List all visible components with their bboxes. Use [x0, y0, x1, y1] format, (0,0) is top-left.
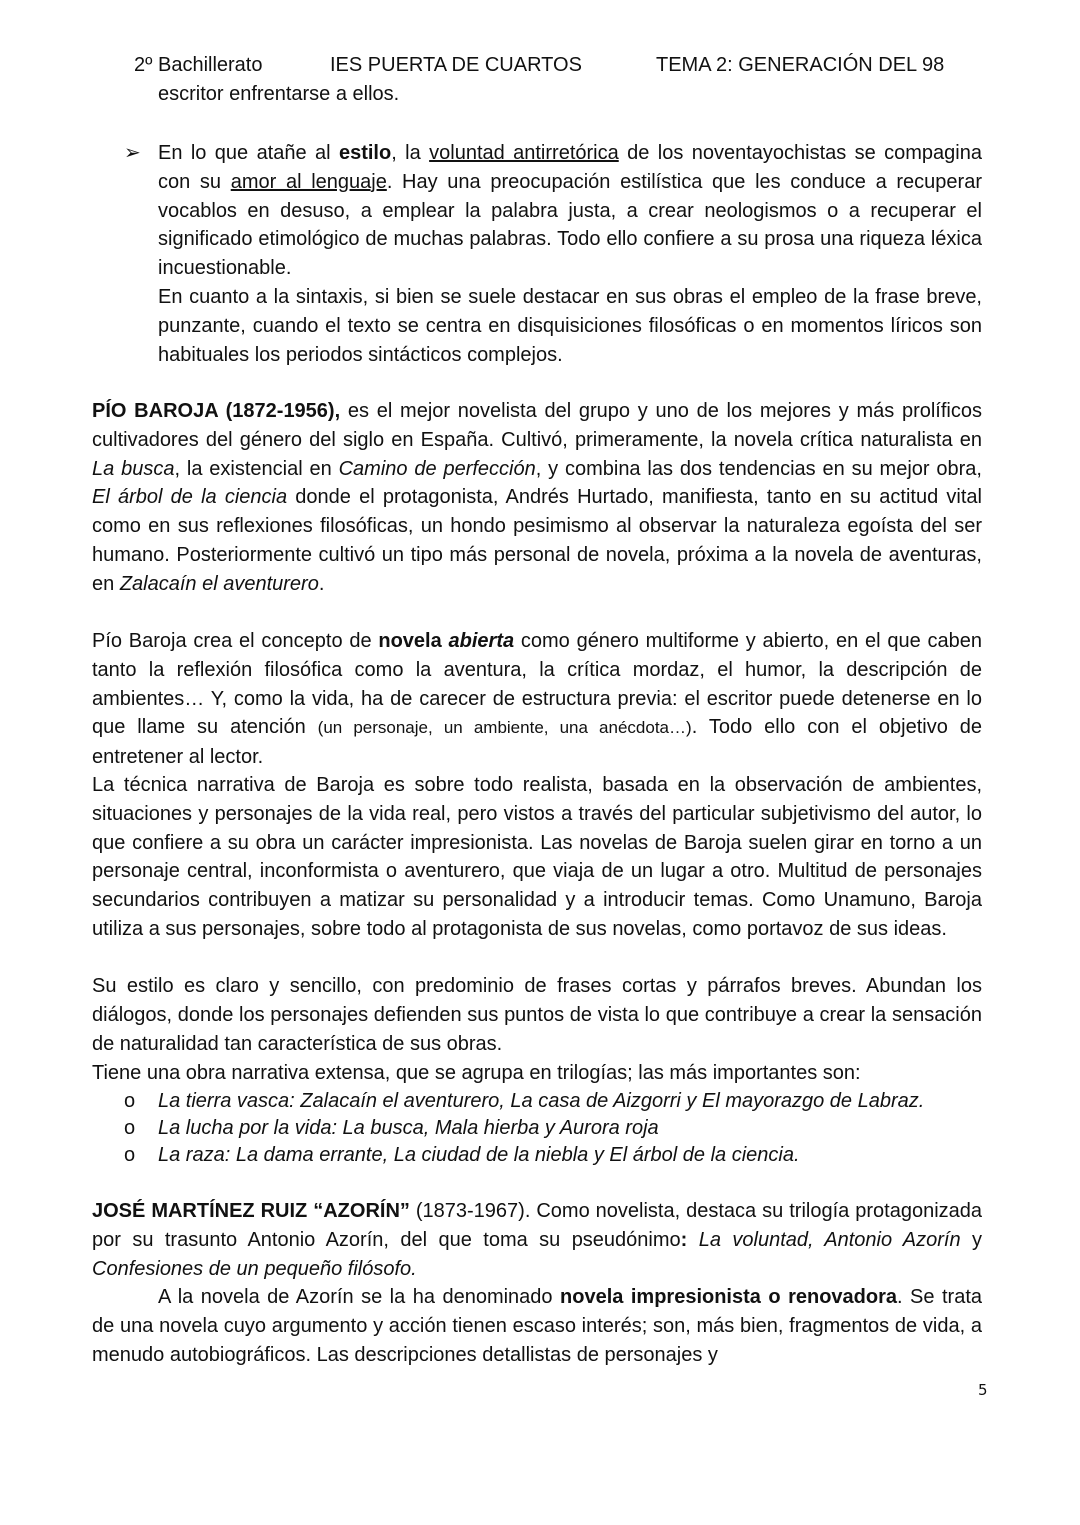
arrow-bullet-icon: ➢ [124, 142, 141, 164]
baroja-style-paragraph: Su estilo es claro y sencillo, con predominio de frases cortas y párrafos breves. Abundan los diálogos, donde los personajes defienden sus puntos de vista lo que contribuye a crear la sensación de naturalidad tan característica de sus obras. [92, 975, 982, 1055]
azorin-intro-paragraph: JOSÉ MARTÍNEZ RUIZ “AZORÍN” (1873-1967). Como novelista, destaca su trilogía protagonizada por su trasunto Antonio Azorín, del que toma su pseudónimo: La voluntad, Antonio Azorín y Confesiones de un pequeño filósofo. [92, 1200, 983, 1280]
trilogies-intro: Tiene una obra narrativa extensa, que se agrupa en trilogías; las más importantes son: [92, 1062, 861, 1084]
list-bullet: o [124, 1117, 136, 1139]
technique-paragraph: La técnica narrativa de Baroja es sobre todo realista, basada en la observación de ambientes, situaciones y personajes de la vida real, pero vistos a través del particular subjetivismo del autor, lo que confiere a su obra un carácter impresionista. Las novelas de Baroja suelen girar en torno a un personaje central, inconformista o aventurero, que viaja de un lugar a otro. Multitud de personajes secundarios contribuyen a matizar su personalidad y a introducir temas. Como Unamuno, Baroja utiliza a sus personajes, sobre todo al protagonista de sus novelas, como portavoz de sus ideas. [92, 774, 982, 940]
style-paragraph: En lo que atañe al estilo, la voluntad antirretórica de los noventayochistas se compagina con su amor al lenguaje. Hay una preocupación estilística que les conduce a recuperar vocablos en desuso, a emplear la palabra justa, a crear neologismos o a recuperar el significado etimológico de muchas palabras. Todo ello confiere a su prosa una riqueza léxica incuestionable. [158, 142, 982, 280]
azorin-novel-paragraph: A la novela de Azorín se la ha denominado novela impresionista o renovadora. Se trata de una novela cuyo argumento y acción tienen escaso interés; son, más bien, fragmentos de vida, a menudo autobiográficos. Las descripciones detallistas de personajes y [92, 1286, 982, 1366]
list-bullet: o [124, 1090, 136, 1112]
baroja-intro-paragraph: PÍO BAROJA (1872-1956), es el mejor novelista del grupo y uno de los mejores y más prolíficos cultivadores del género del siglo en España. Cultivó, primeramente, la novela crítica naturalista en La busca, la existencial en Camino de perfección, y combina las dos tendencias en su mejor obra, El árbol de la ciencia donde el protagonista, Andrés Hurtado, manifiesta, tanto en su actitud vital como en sus reflexiones filosóficas, un hondo pesimismo al observar la naturaleza egoísta del ser humano. Posteriormente cultivó un tipo más personal de novela, próxima a la novela de aventuras, en Zalacaín el aventurero. [92, 400, 982, 595]
header-school: IES PUERTA DE CUARTOS [330, 54, 582, 76]
header-topic: TEMA 2: GENERACIÓN DEL 98 [656, 54, 945, 76]
page-number: 5 [978, 1381, 988, 1399]
intro-tail: escritor enfrentarse a ellos. [158, 83, 400, 105]
list-bullet: o [124, 1144, 136, 1166]
trilogy-title: La tierra vasca: Zalacaín el aventurero, La casa de Aizgorri y El mayorazgo de Labraz. [158, 1090, 925, 1112]
trilogy-title: La raza: La dama errante, La ciudad de la niebla y El árbol de la ciencia. [158, 1144, 800, 1166]
trilogy-title: La lucha por la vida: La busca, Mala hierba y Aurora roja [158, 1117, 659, 1139]
novela-abierta-paragraph: Pío Baroja crea el concepto de novela abierta como género multiforme y abierto, en el que caben tanto la reflexión filosófica como la aventura, la crítica mordaz, el humor, la descripción de ambientes… Y, como la vida, ha de carecer de estructura previa: el escritor puede detenerse en lo que llame su atención (un personaje, un ambiente, una anécdota…). Todo ello con el objetivo de entretener al lector. [92, 630, 983, 769]
header-course: 2º Bachillerato [134, 54, 263, 76]
syntax-paragraph: En cuanto a la sintaxis, si bien se suele destacar en sus obras el empleo de la frase breve, punzante, cuando el texto se centra en disquisiciones filosóficas o en momentos líricos son habituales los periodos sintácticos complejos. [158, 286, 982, 366]
